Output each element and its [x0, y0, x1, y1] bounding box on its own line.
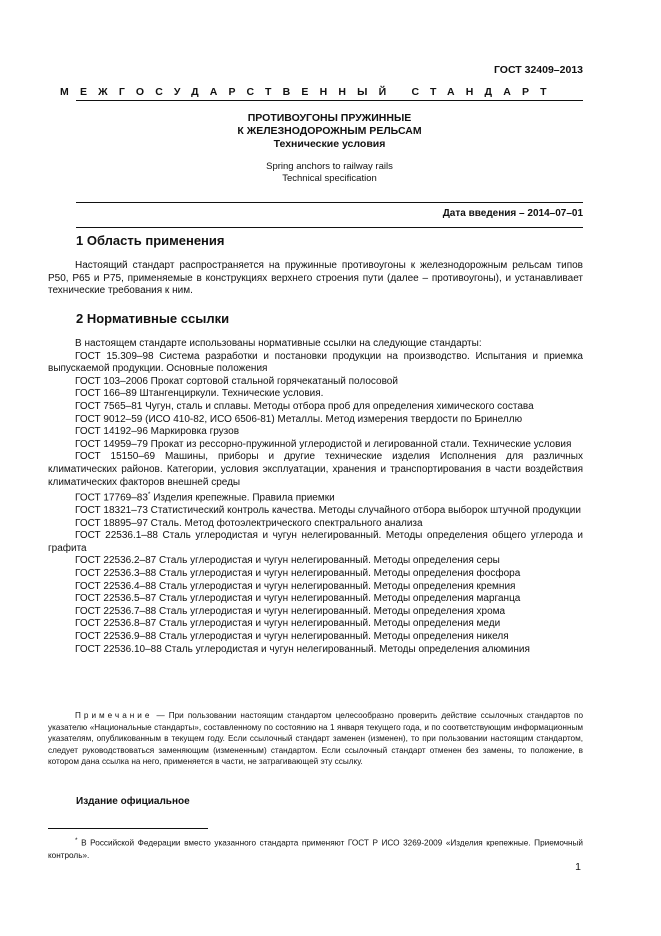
note-label: Примечание — [75, 711, 153, 720]
normative-references — [48, 338, 583, 656]
reference-item: ГОСТ 15.309–98 Система разработки и постановки продукции на производство. Испытания и приемка выпускаемой продукции. Основные положения — [48, 350, 583, 375]
reference-item: ГОСТ 22536.9–88 Сталь углеродистая и чугун нелегированный. Методы определения никеля — [75, 630, 509, 642]
reference-item: ГОСТ 14959–79 Прокат из рессорно-пружинной углеродистой и легированной стали. Технические условия — [75, 438, 572, 450]
english-title-line-2: Technical specification — [282, 173, 377, 184]
section-1-text: Настоящий стандарт распространяется на пружинные противоугоны к железнодорожным рельсам типов Р50, Р65 и Р75, применяемые в конструкциях верхнего строения пути (далее – противоугоны), и устанавливает технические требования к ним. — [48, 260, 583, 297]
title-line-1: ПРОТИВОУГОНЫ ПРУЖИННЫЕ — [247, 112, 412, 124]
footnote-rule — [48, 828, 208, 829]
title-line-2: К ЖЕЛЕЗНОДОРОЖНЫМ РЕЛЬСАМ — [237, 125, 422, 137]
footnote-marker: * — [147, 491, 151, 499]
reference-item: ГОСТ 22536.5–87 Сталь углеродистая и чугун нелегированный. Методы определения марганца — [75, 593, 521, 605]
section-2-heading: 2 Нормативные ссылки — [76, 311, 230, 326]
reference-item: ГОСТ 22536.2–87 Сталь углеродистая и чугун нелегированный. Методы определения серы — [75, 555, 500, 567]
header-rule — [76, 100, 583, 101]
reference-item: ГОСТ 22536.7–88 Сталь углеродистая и чугун нелегированный. Методы определения хрома — [75, 605, 506, 617]
reference-item: ГОСТ 22536.8–87 Сталь углеродистая и чугун нелегированный. Методы определения меди — [75, 618, 501, 630]
reference-item: ГОСТ 18895–97 Сталь. Метод фотоэлектрического спектрального анализа — [75, 517, 423, 529]
reference-title: Изделия крепежные. Правила приемки — [150, 492, 335, 504]
reference-item: ГОСТ 22536.10–88 Сталь углеродистая и чугун нелегированный. Методы определения алюминия — [75, 643, 530, 655]
official-edition-label: Издание официальное — [76, 796, 190, 807]
footnote-text: В Российской Федерации вместо указанного стандарта применяют ГОСТ Р ИСО 3269-2009 «Изделия крепежные. Приемочный контроль». — [48, 838, 583, 860]
footnote-mark: * — [75, 837, 78, 844]
english-title — [76, 161, 583, 185]
reference-item: ГОСТ 22536.1–88 Сталь углеродистая и чугун нелегированный. Методы определения общего углерода и графита — [48, 530, 583, 554]
note-text: — При пользовании настоящим стандартом целесообразно проверить действие ссылочных стандартов по указателю «Национальные стандарты», составленному по состоянию на 1 января текущего года, и по соответствующим информационным указателям, опубликованным в текущем году. Если ссылочный стандарт заменен (изменен), то при пользовании настоящим стандартом, следует руководствоваться заменяющим (измененным) стандартом. Если ссылочный стандарт отменен без замены, то положение, в котором дана ссылка на него, применяется в части, не затрагивающей эту ссылку. — [48, 711, 583, 766]
references-intro: В настоящем стандарте использованы нормативные ссылки на следующие стандарты: — [75, 338, 482, 349]
reference-item: ГОСТ 22536.3–88 Сталь углеродистая и чугун нелегированный. Методы определения фосфора — [75, 568, 521, 580]
reference-item: ГОСТ 14192–96 Маркировка грузов — [75, 426, 240, 438]
date-rule — [76, 227, 583, 228]
title-rule — [76, 202, 583, 203]
reference-item — [48, 489, 583, 505]
reference-item: ГОСТ 22536.4–88 Сталь углеродистая и чугун нелегированный. Методы определения кремния — [75, 580, 516, 592]
title-line-3: Технические условия — [273, 138, 386, 150]
note-block — [48, 710, 583, 768]
reference-item: ГОСТ 9012–59 (ИСО 410-82, ИСО 6506-81) Металлы. Метод измерения твердости по Бринеллю — [75, 413, 523, 425]
reference-item: ГОСТ 18321–73 Статистический контроль качества. Методы случайного отбора выборок штучной продукции — [75, 505, 581, 517]
page-number: 1 — [575, 861, 581, 873]
introduction-date: Дата введения – 2014–07–01 — [442, 208, 583, 219]
reference-item: ГОСТ 103–2006 Прокат сортовой стальной горячекатаный полосовой — [75, 375, 398, 387]
english-title-line-1: Spring anchors to railway rails — [266, 161, 393, 172]
reference-code: ГОСТ 17769–83 — [75, 492, 148, 504]
reference-item: ГОСТ 166–89 Штангенциркули. Технические условия. — [75, 388, 324, 400]
document-number: ГОСТ 32409–2013 — [493, 64, 583, 76]
standard-banner: МЕЖГОСУДАРСТВЕННЫЙ СТАНДАРТ — [60, 86, 558, 98]
document-title — [76, 112, 583, 151]
footnote — [48, 835, 583, 862]
section-1-heading: 1 Область применения — [76, 233, 225, 248]
reference-item: ГОСТ 15150–69 Машины, приборы и другие технические изделия Исполнения для различных климатических районов. Категории, условия эксплуатации, хранения и транспортирования в части воздействия климатических факторов внешней среды — [48, 451, 583, 488]
reference-item: ГОСТ 7565–81 Чугун, сталь и сплавы. Методы отбора проб для определения химического состава — [75, 400, 534, 412]
